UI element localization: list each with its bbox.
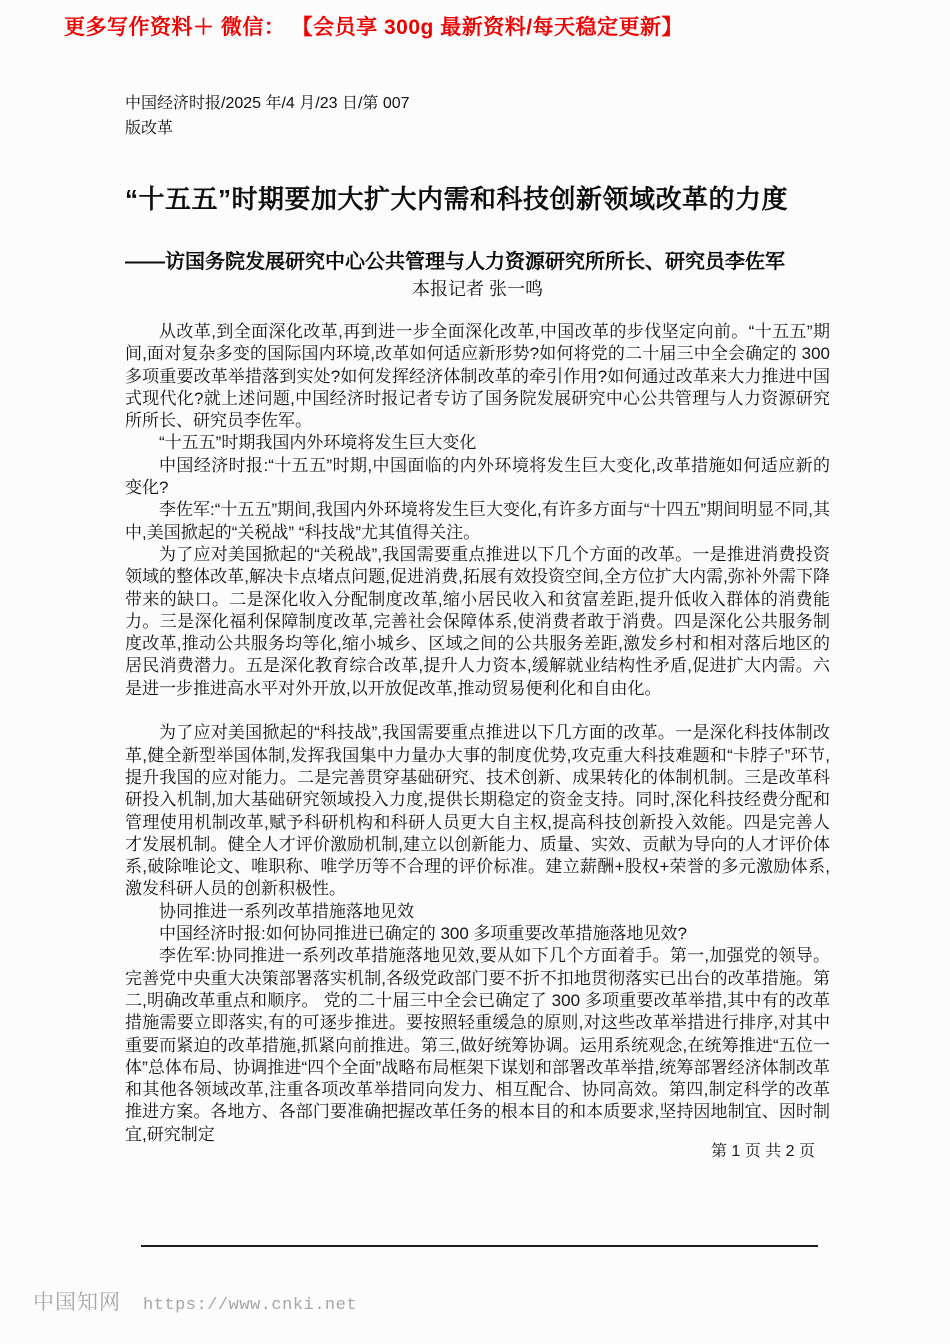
article-paragraph: 为了应对美国掀起的“关税战”,我国需要重点推进以下几个方面的改革。一是推进消费投资领域的整体改革,解决卡点堵点问题,促进消费,拓展有效投资空间,全方位扩大内需,弥补外需下降带来的缺口。二是深化收入分配制度改革,缩小居民收入和贫富差距,提升低收入群体的消费能力。三是深化福利保障制度改革,完善社会保障体系,使消费者敢于消费。四是深化公共服务制度改革,推动公共服务均等化,缩小城乡、区域之间的公共服务差距,激发乡村和相对落后地区的居民消费潜力。五是深化教育综合改革,提升人力资本,缓解就业结构性矛盾,促进扩大内需。六是进一步推进高水平对外开放,以开放促改革,推动贸易便利化和自由化。: [125, 544, 830, 698]
article-paragraph: 从改革,到全面深化改革,再到进一步全面深化改革,中国改革的步伐坚定向前。“十五五”期间,面对复杂多变的国际国内环境,改革如何适应新形势?如何将党的二十届三中全会确定的 300 多项重要改革举措落到实处?如何发挥经济体制改革的牵引作用?如何通过改革来大力推进中国式现代化?就上述问题,中国经济时报记者专访了国务院发展研究中心公共管理与人力资源研究所所长、研究员李佐军。: [125, 322, 830, 431]
article-paragraph: 李佐军:协同推进一系列改革措施落地见效,要从如下几个方面着手。第一,加强党的领导。完善党中央重大决策部署落实机制,各级党政部门要不折不扣地贯彻落实已出台的改革措施。第二,明确改革重点和顺序。 党的二十届三中全会已确定了 300 多项重要改革举措,其中有的改革措施需要立即落实,有的可逐步推进。要按照轻重缓急的原则,对这些改革举措进行排序,对其中重要而紧迫的改革措施,抓紧向前推进。第三,做好统筹协调。运用系统观念,在统筹推进“五位一体”总体布局、协调推进“四个全面”战略布局框架下谋划和部署改革举措,统筹部署经济体制改革和其他各领域改革,注重各项改革举措同向发力、相互配合、协同高效。第四,制定科学的改革推进方案。各地方、各部门要准确把握改革任务的根本目的和本质要求,坚持因地制宜、因时制宜,研究制定: [125, 946, 830, 1144]
article-paragraph: 李佐军:“十五五”期间,我国内外环境将发生巨大变化,有许多方面与“十四五”期间明显不同,其中,美国掀起的“关税战” “科技战”尤其值得关注。: [125, 500, 830, 542]
article-paragraph: 为了应对美国掀起的“科技战”,我国需要重点推进以下几方面的改革。一是深化科技体制改革,健全新型举国体制,发挥我国集中力量办大事的制度优势,攻克重大科技难题和“卡脖子”环节,提升我国的应对能力。二是完善贯穿基础研究、技术创新、成果转化的体制机制。三是改革科研投入机制,加大基础研究领域投入力度,提供长期稳定的资金支持。同时,深化科技经费分配和管理使用机制改革,赋予科研机构和科研人员更大自主权,提高科技创新投入效能。四是完善人才发展机制。健全人才评价激励机制,建立以创新能力、质量、实效、贡献为导向的人才评价体系,破除唯论文、唯职称、唯学历等不合理的评价标准。建立薪酬+股权+荣誉的多元激励体系,激发科研人员的创新积极性。: [125, 723, 830, 899]
source-line-2: 版改革: [125, 120, 174, 137]
article-title: “十五五”时期要加大扩大内需和科技创新领域改革的力度: [125, 184, 789, 215]
cnki-site-url: https://www.cnki.net: [143, 1296, 358, 1315]
article-body: [125, 321, 830, 1146]
article-paragraph: 中国经济时报:如何协同推进已确定的 300 多项重要改革措施落地见效?: [159, 924, 687, 944]
section-subhead: “十五五”时期我国内外环境将发生巨大变化: [159, 433, 477, 453]
article-subtitle: ——访国务院发展研究中心公共管理与人力资源研究所所长、研究员李佐军: [125, 250, 785, 273]
source-header: [125, 91, 410, 141]
cnki-logo-text: 中国知网: [33, 1291, 121, 1314]
cnki-watermark: [33, 1286, 357, 1316]
paragraph-spacer: [125, 700, 830, 722]
article-byline: 本报记者 张一鸣: [411, 279, 543, 299]
section-subhead: 协同推进一系列改革措施落地见效: [159, 901, 414, 921]
page-number-indicator: 第 1 页 共 2 页: [710, 1143, 815, 1160]
source-line-1: 中国经济时报/2025 年/4 月/23 日/第 007: [125, 95, 410, 112]
footer-divider-line: [141, 1245, 818, 1247]
promo-banner: 更多写作资料＋ 微信： 【会员享 300g 最新资料/每天稳定更新】: [64, 16, 684, 39]
article-paragraph: 中国经济时报:“十五五”时期,中国面临的内外环境将发生巨大变化,改革措施如何适应新的变化?: [125, 455, 830, 498]
